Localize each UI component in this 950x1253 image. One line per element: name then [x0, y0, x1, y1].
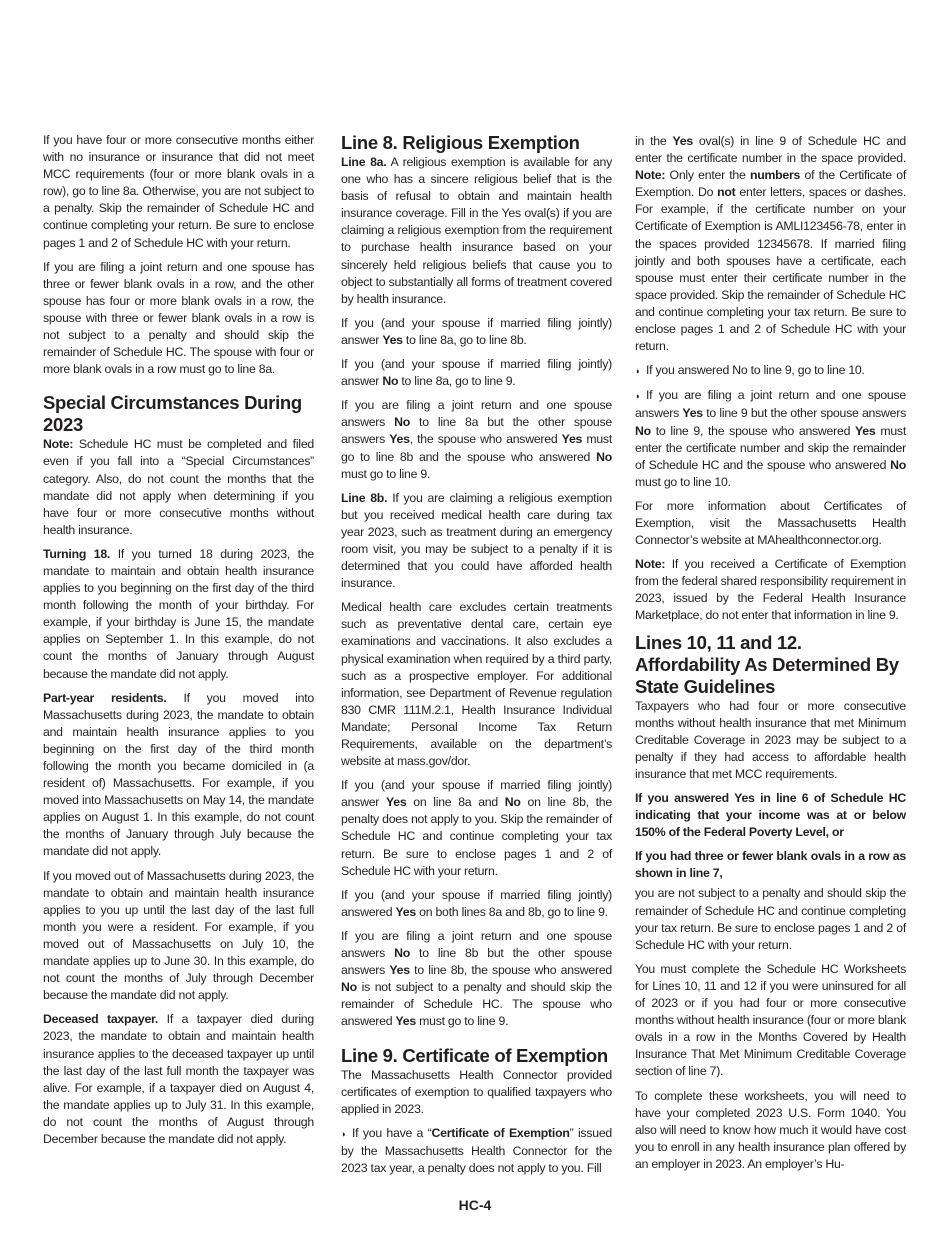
text: ” issued by the Massachusetts Health Connector for the 2023 tax year, a penalty does not apply to you. Fill — [341, 1125, 612, 1175]
bullet-certificate — [341, 1125, 612, 1177]
line-8a-label: Line 8a. — [341, 155, 387, 169]
text: If you have a “ — [352, 1125, 432, 1140]
deceased-text: If a taxpayer died during 2023, the mandate to obtain and maintain health insurance applies to the deceased taxpayer up until the last day of the last full month the taxpayer was alive. For example, if a taxpayer died on August 4, the mandate applies up to July 31. In this example, do not count the months of August through December because the mandate did not apply. — [43, 1012, 314, 1146]
text: is not subject to a penalty and should skip the remainder of Schedule HC. The spouse who answered — [341, 980, 612, 1029]
paragraph-8b-both — [341, 887, 612, 921]
paragraph-joint-return: If you are filing a joint return and one spouse has three or fewer blank ovals in a row, and the other spouse has four or more blank ovals in a row, the spouse with three or fewer blank ovals in a row is not subject to a penalty and should skip the remainder of Schedule HC. The spouse with four or more blank ovals in a row must go to line 8a. — [43, 259, 314, 377]
heading-line-9: Line 9. Certificate of Exemption — [341, 1044, 608, 1066]
text: If you (and your spouse if married filing jointly) answer — [341, 778, 612, 810]
paragraph-8b-yes-no — [341, 777, 612, 880]
text: If you answered No to line 9, go to line 10. — [646, 363, 865, 378]
text: in the — [635, 134, 673, 148]
bold-yes: Yes — [382, 332, 403, 347]
text: must enter the certificate number and skip the remainder of Schedule HC and the spouse who answered — [635, 423, 906, 472]
text: to line 8a, go to line 9. — [398, 374, 516, 389]
text: must go to line 9. — [415, 1014, 509, 1029]
bullet-icon: ◗ — [341, 1128, 347, 1139]
text: must go to line 8b and the spouse who answered — [341, 432, 612, 464]
paragraph-bold-condition-1: If you answered Yes in line 6 of Schedule HC indicating that your income was at or below 150% of the Federal Poverty Level, or — [635, 791, 906, 840]
heading-special-circumstances: Special Circumstances During 2023 — [43, 392, 302, 436]
paragraph-line-8a — [341, 154, 612, 308]
bold-no: No — [504, 795, 521, 810]
turning-18-text: If you turned 18 during 2023, the mandate to maintain and obtain health insurance applies to you beginning on the first day of the third month following the month of your birthday. For example, if your birthday is June 15, the mandate applies on September 1. In this example, do not count the months of January through August because the mandate did not apply. — [43, 546, 315, 681]
paragraph-moved-out: If you moved out of Massachusetts during 2023, the mandate to obtain and maintain health insurance applies to you up until the last day of the last full month you were a resident. For example, if you moved out of Massachusetts on July 10, the mandate applies up to June 30. In this example, do not count the months of July through December because the mandate did not apply. — [43, 868, 314, 1003]
paragraph-turning-18 — [43, 546, 314, 683]
note-text: If you received a Certificate of Exemption from the federal shared responsibility requirement in 2023, issued by the Federal Health Insurance Marketplace, do not enter that information in line 9. — [635, 557, 906, 623]
column-middle — [341, 132, 612, 1184]
text: on both lines 8a and 8b, go to line 9. — [415, 904, 608, 919]
text: If you (and your spouse if married filing jointly) answer — [341, 315, 612, 347]
heading-lines-10-11-12: Lines 10, 11 and 12. Affordability As Determined By State Guidelines — [635, 631, 899, 697]
paragraph-line-9-intro: The Massachusetts Health Connector provided certificates of exemption to qualified taxpayers who applied in 2023. — [341, 1067, 612, 1116]
text: to line 8a, go to line 8b. — [402, 332, 527, 347]
text: If you (and your spouse if married filing jointly) answer — [341, 357, 612, 389]
bullet-answered-no — [635, 362, 906, 380]
bold-yes: Yes — [395, 904, 416, 919]
bold-yes: Yes — [682, 406, 703, 421]
paragraph-complete-worksheets: To complete these worksheets, you will need to have your completed 2023 U.S. Form 1040. You also will need to know how much it would have cost you to enroll in any health insurance plan offered by an employer in 2023. An employer’s Hu- — [635, 1088, 906, 1171]
paragraph-8a-no — [341, 356, 612, 390]
bold-numbers: numbers — [749, 168, 801, 183]
bold-yes: Yes — [395, 1014, 416, 1029]
note-label: Note: — [43, 437, 74, 452]
paragraph-deceased — [43, 1011, 314, 1148]
paragraph-more-info: For more information about Certificates of Exemption, visit the Massachusetts Health Connector’s website at MAhealthconnector.org. — [635, 498, 906, 548]
text: must go to line 9. — [341, 466, 431, 481]
bold-yes: Yes — [672, 134, 693, 148]
line-8b-text: If you are claiming a religious exemption but you received medical health care during tax year 2023, such as treatment during an emergency room visit, you may be subject to a penalty if it is determined that you could have afforded health insurance. — [341, 490, 612, 591]
bold-no: No — [341, 980, 357, 995]
paragraph-8b-joint — [341, 928, 612, 1031]
paragraph-medical-care: Medical health care excludes certain treatments such as preventative dental care, certain eye examinations and vaccinations. It also excludes a physical examination when required by a third party, such as a prospective employer. For additional information, see Department of Revenue regulation 830 CMR 111M.2.1, Health Insurance Individual Mandate; Personal Income Tax Return Requirements, available on the department’s website at mass.gov/dor. — [341, 600, 612, 769]
part-year-text: If you moved into Massachusetts during 2023, the mandate to obtain and maintain health insurance applies to you beginning on the first day of the third month following the month you became domiciled in (a resident of) Massachusetts. For example, if you moved into Massachusetts on May 14, the mandate applies on August 1. In this example, do not count the months of January through July because the mandate did not apply. — [43, 690, 315, 859]
text: enter letters, spaces or dashes. For example, if the certificate number on your Certificate of Exemption is AMLI123456-78, enter in the spaces provided 12345678. If married filing jointly and both spouses have a certificate, each spouse must enter their certificate number in the space provided. Skip the remainder of Schedule HC and continue completing your tax return. Be sure to enclose pages 1 and 2 of Schedule HC with your return. — [635, 185, 906, 354]
bold-yes: Yes — [385, 795, 407, 810]
bold-no: No — [394, 946, 410, 961]
line-8b-label: Line 8b. — [341, 490, 388, 505]
paragraph-part-year — [43, 690, 314, 861]
paragraph-taxpayers: Taxpayers who had four or more consecutive months without health insurance that met Minimum Creditable Coverage in 2023 may be subject to a penalty if they had access to affordable health insurance that met MCC requirements. — [635, 698, 906, 781]
bold-not: not — [717, 185, 736, 200]
bold-no: No — [596, 449, 612, 464]
text: of the Certificate of Exemption. Do — [635, 168, 906, 200]
column-right — [635, 133, 906, 1180]
bullet-joint-line-9 — [635, 387, 906, 491]
paragraph-federal-note — [635, 556, 906, 624]
bold-certificate: Certificate of Exemption — [431, 1125, 570, 1140]
bullet-icon: ◗ — [635, 366, 641, 377]
bold-note: Note: — [635, 168, 666, 183]
text: oval(s) in line 9 of Schedule HC and enter the certificate number in the space provided. — [635, 134, 907, 166]
text: If you are filing a joint return and one spouse answers — [635, 388, 906, 421]
column-left — [43, 132, 314, 1155]
text: on line 8a and — [406, 795, 505, 810]
note-label: Note: — [635, 557, 666, 572]
line-8a-text: A religious exemption is available for any one who has a sincere religious belief that is the basis of refusal to obtain and maintain health insurance coverage. Fill in the Yes oval(s) if you are claiming a religious exemption from the requirement to purchase health insurance based on your sincerely held religious beliefs that cause you to object to substantially all forms of treatment covered by health insurance. — [341, 155, 613, 306]
bold-yes: Yes — [389, 432, 410, 447]
bold-no: No — [635, 423, 651, 438]
text: to line 9, the spouse who answered — [650, 423, 856, 438]
bullet-icon: ◗ — [635, 391, 641, 402]
turning-18-label: Turning 18. — [43, 546, 111, 561]
bold-no: No — [394, 415, 410, 430]
bold-yes: Yes — [855, 423, 876, 438]
text: must go to line 10. — [635, 474, 731, 489]
page-number: HC-4 — [458, 1197, 492, 1213]
bold-yes: Yes — [561, 432, 583, 447]
paragraph-worksheets: You must complete the Schedule HC Worksheets for Lines 10, 11 and 12 if you were uninsured for all of 2023 or if you had four or more consecutive months without health insurance (four or more blank ovals in a row in the Months Covered by Health Insurance That Met Minimum Creditable Coverage section of line 7). — [635, 961, 906, 1079]
text: on line 8b, the penalty does not apply to you. Skip the remainder of Schedule HC and continue completing your tax return. Be sure to enclose pages 1 and 2 of Schedule HC with your return. — [341, 795, 612, 878]
text: to line 8a but the other spouse answers — [341, 415, 612, 447]
heading-line-8: Line 8. Religious Exemption — [341, 132, 580, 153]
text: to line 8b, the spouse who answered — [409, 963, 612, 978]
paragraph-certificate-continued — [635, 133, 906, 355]
bold-yes: Yes — [389, 963, 410, 978]
paragraph-note — [43, 436, 314, 539]
paragraph-bold-condition-2: If you had three or fewer blank ovals in a row as shown in line 7, — [635, 849, 906, 881]
part-year-label: Part-year residents. — [43, 690, 167, 705]
text: to line 9 but the other spouse answers — [702, 406, 906, 421]
text: If you (and your spouse if married filing jointly) answered — [341, 887, 612, 919]
text: If you are filing a joint return and one spouse answers — [341, 398, 612, 430]
note-text: Schedule HC must be completed and filed even if you fall into a “Special Circumstances” category. Also, do not count the months that the mandate did not apply when determining if you have four or more consecutive months without health insurance. — [43, 437, 314, 537]
paragraph-8a-joint — [341, 397, 612, 482]
text: to line 8b but the other spouse answers — [341, 946, 612, 978]
paragraph-line-8b — [341, 490, 612, 593]
deceased-label: Deceased taxpayer. — [43, 1012, 159, 1027]
text: , the spouse who answered — [409, 432, 562, 447]
text: Only enter the — [665, 168, 750, 183]
paragraph-not-subject: you are not subject to a penalty and should skip the remainder of Schedule HC and continue completing your tax return. Be sure to enclose pages 1 and 2 of Schedule HC with your return. — [635, 886, 906, 952]
paragraph-four-months: If you have four or more consecutive months either with no insurance or insurance that did not meet MCC requirements (four or more blank ovals in a row), go to line 8a. Otherwise, you are not subject to a penalty. Skip the remainder of Schedule HC and continue completing your return. Be sure to enclose pages 1 and 2 of Schedule HC with your return. — [43, 133, 314, 250]
text: If you are filing a joint return and one spouse answers — [341, 928, 612, 961]
bold-no: No — [890, 457, 906, 472]
paragraph-8a-yes — [341, 315, 612, 349]
bold-no: No — [382, 374, 399, 389]
